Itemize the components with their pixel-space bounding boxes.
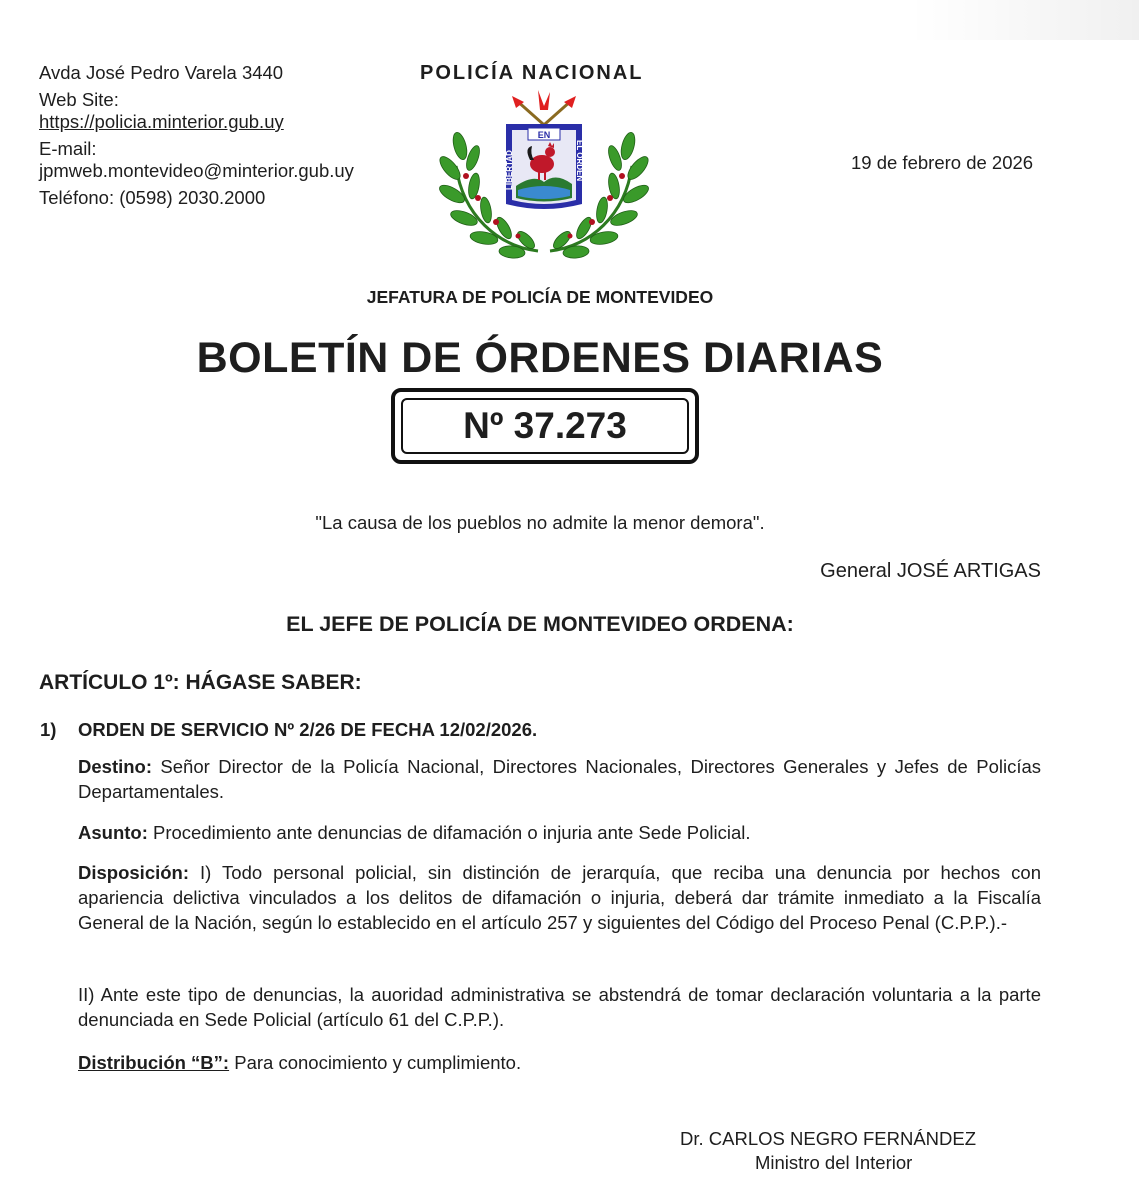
document-date: 19 de febrero de 2026 — [851, 152, 1034, 173]
email-label: E-mail: — [39, 137, 97, 159]
svg-text:LIBERTAD: LIBERTAD — [505, 150, 514, 190]
disposicion-text-2: II) Ante este tipo de denuncias, la auoridad administrativa se abstendrá de tomar declaración voluntaria a la parte denunciada en Sede Policial (artículo 61 del C.P.P.). — [78, 984, 1041, 1030]
phone: Teléfono: (0598) 2030.2000 — [39, 186, 266, 208]
signatory-name: Dr. CARLOS NEGRO FERNÁNDEZ — [680, 1128, 977, 1149]
distribucion-paragraph — [78, 1050, 1041, 1075]
agency-name: POLICÍA NACIONAL — [420, 62, 644, 84]
destino-paragraph — [78, 754, 1041, 804]
signatory-role: Ministro del Interior — [755, 1152, 913, 1173]
distribucion-label: Distribución “B”: — [78, 1052, 230, 1073]
website-label: Web Site: — [39, 88, 119, 110]
asunto-label: Asunto: — [78, 822, 148, 843]
asunto-text: Procedimiento ante denuncias de difamación o injuria ante Sede Policial. — [153, 822, 751, 843]
distribucion-text: Para conocimiento y cumplimiento. — [234, 1052, 522, 1073]
item-number: 1) — [40, 719, 57, 740]
asunto-paragraph — [78, 820, 1041, 845]
article-heading: ARTÍCULO 1º: HÁGASE SABER: — [39, 671, 362, 694]
item-title: ORDEN DE SERVICIO Nº 2/26 DE FECHA 12/02/2026. — [78, 719, 538, 740]
svg-text:EN: EN — [537, 130, 551, 140]
destino-text: Señor Director de la Policía Nacional, Directores Nacionales, Directores Generales y Jefes de Policías Departamentales. — [78, 756, 1042, 802]
page-corner-shadow — [909, 0, 1139, 40]
destino-label: Destino: — [78, 756, 152, 777]
quote-author: General JOSÉ ARTIGAS — [820, 560, 1041, 582]
disposicion-paragraph — [78, 860, 1041, 935]
bulletin-number: Nº 37.273 — [401, 398, 689, 454]
order-heading: EL JEFE DE POLICÍA DE MONTEVIDEO ORDENA: — [286, 612, 794, 636]
bulletin-number-box — [391, 388, 699, 464]
police-emblem-icon — [438, 86, 650, 266]
quote: "La causa de los pueblos no admite la menor demora". — [315, 512, 765, 533]
disposicion-paragraph-2 — [78, 982, 1041, 1032]
disposicion-label: Disposición: — [78, 862, 190, 883]
svg-text:EL ORDEN: EL ORDEN — [575, 140, 584, 182]
address: Avda José Pedro Varela 3440 — [39, 62, 284, 83]
contact-block — [39, 62, 354, 209]
jefatura-heading: JEFATURA DE POLICÍA DE MONTEVIDEO — [366, 287, 714, 307]
disposicion-text: I) Todo personal policial, sin distinción de jerarquía, que reciba una denuncia por hechos con apariencia delictiva vinculados a los delitos de difamación o injuria, deberá dar trámite inmediato a la Fiscalía General de la Nación, según lo establecido en el artículo 257 y siguientes del Código del Proceso Penal (C.P.P.).- — [78, 862, 1041, 933]
email-address: jpmweb.montevideo@minterior.gub.uy — [39, 160, 354, 181]
page-title: BOLETÍN DE ÓRDENES DIARIAS — [196, 334, 884, 382]
website-link[interactable]: https://policia.minterior.gub.uy — [39, 111, 284, 132]
